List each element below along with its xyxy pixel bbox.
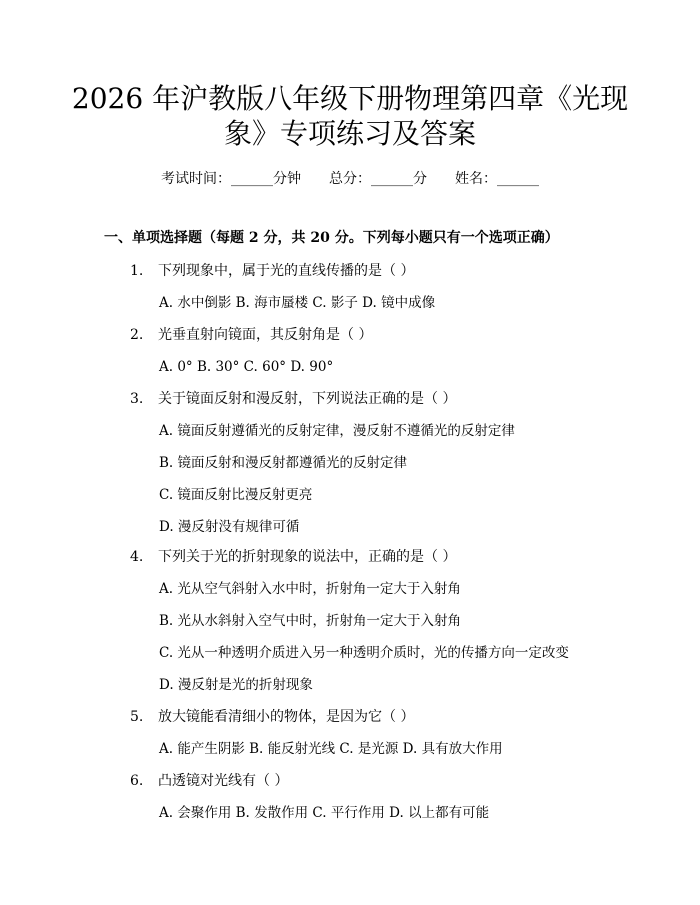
question-1-options: A. 水中倒影 B. 海市蜃楼 C. 影子 D. 镜中成像 bbox=[159, 295, 436, 311]
question-4 bbox=[130, 547, 456, 567]
question-number: 5. bbox=[130, 709, 144, 725]
question-2 bbox=[130, 325, 372, 345]
question-5 bbox=[130, 707, 414, 727]
question-text: 关于镜面反射和漫反射，下列说法正确的是（ ） bbox=[158, 391, 457, 407]
question-number: 4. bbox=[130, 549, 144, 565]
question-2-options: A. 0° B. 30° C. 60° D. 90° bbox=[159, 359, 334, 375]
exam-meta-line bbox=[0, 169, 700, 189]
question-text: 下列现象中，属于光的直线传播的是（ ） bbox=[158, 263, 415, 279]
question-3-option-c: C. 镜面反射比漫反射更亮 bbox=[159, 487, 313, 503]
question-4-option-a: A. 光从空气斜射入水中时，折射角一定大于入射角 bbox=[159, 581, 461, 597]
question-4-option-b: B. 光从水斜射入空气中时，折射角一定大于入射角 bbox=[159, 613, 462, 629]
question-number: 6. bbox=[130, 773, 144, 789]
question-4-option-c: C. 光从一种透明介质进入另一种透明介质时，光的传播方向一定改变 bbox=[159, 645, 569, 661]
question-6 bbox=[130, 771, 288, 791]
question-3 bbox=[130, 389, 456, 409]
question-5-options: A. 能产生阴影 B. 能反射光线 C. 是光源 D. 具有放大作用 bbox=[159, 741, 503, 757]
question-4-option-d: D. 漫反射是光的折射现象 bbox=[159, 677, 313, 693]
document-title-line-2: 象》专项练习及答案 bbox=[223, 117, 476, 150]
student-name-field: 姓名：______ bbox=[455, 171, 539, 187]
document-title-line-1: 2026 年沪教版八年级下册物理第四章《光现 bbox=[71, 82, 629, 115]
question-3-option-b: B. 镜面反射和漫反射都遵循光的反射定律 bbox=[159, 455, 408, 471]
question-text: 下列关于光的折射现象的说法中，正确的是（ ） bbox=[158, 549, 457, 565]
question-3-option-a: A. 镜面反射遵循光的反射定律，漫反射不遵循光的反射定律 bbox=[159, 423, 515, 439]
question-text: 光垂直射向镜面，其反射角是（ ） bbox=[158, 327, 373, 343]
question-3-option-d: D. 漫反射没有规律可循 bbox=[159, 519, 300, 535]
question-text: 凸透镜对光线有（ ） bbox=[158, 773, 289, 789]
question-6-options: A. 会聚作用 B. 发散作用 C. 平行作用 D. 以上都有可能 bbox=[159, 805, 490, 821]
section-heading-single-choice: 一、单项选择题（每题 2 分，共 20 分。下列每小题只有一个选项正确） bbox=[104, 230, 559, 246]
question-number: 1. bbox=[130, 263, 144, 279]
exam-time-field: 考试时间：______分钟 bbox=[161, 171, 301, 187]
question-1 bbox=[130, 261, 414, 281]
total-score-field: 总分：______分 bbox=[329, 171, 427, 187]
question-text: 放大镜能看清细小的物体，是因为它（ ） bbox=[158, 709, 415, 725]
question-number: 2. bbox=[130, 327, 144, 343]
question-number: 3. bbox=[130, 391, 144, 407]
